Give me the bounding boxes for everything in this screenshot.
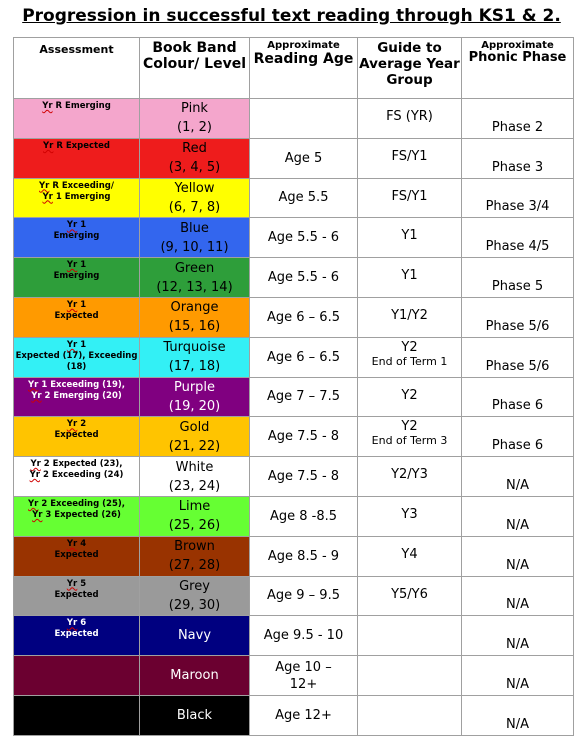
book-band-cell	[140, 377, 250, 417]
table-row	[14, 138, 574, 178]
year-group-cell	[358, 457, 462, 497]
band-colour: Red	[182, 141, 207, 157]
assessment-text: Expected	[54, 310, 99, 321]
assessment-text: Yr 2 Expected (23),	[30, 459, 123, 470]
header-year-group: Guide to Average Year Group	[358, 38, 462, 99]
band-levels: (9, 10, 11)	[160, 239, 229, 255]
assessment-text: Expected	[54, 430, 99, 441]
phonic-phase-cell: N/A	[462, 496, 574, 536]
book-band-cell	[140, 457, 250, 497]
phonic-phase-cell: Phase 4/5	[462, 218, 574, 258]
year-group-cell	[358, 258, 462, 298]
band-colour: Navy	[177, 628, 212, 644]
assessment-cell	[14, 178, 140, 218]
year-group-cell	[358, 616, 462, 656]
year-group-cell	[358, 337, 462, 377]
assessment-text: Expected	[54, 589, 99, 600]
assessment-text: Yr 4	[66, 538, 87, 549]
yr-prefix: Yr	[29, 470, 40, 481]
phonic-phase-cell: Phase 6	[462, 377, 574, 417]
book-band-cell	[140, 138, 250, 178]
year-group-cell	[358, 297, 462, 337]
band-colour: Pink	[181, 101, 208, 117]
band-levels: (3, 4, 5)	[168, 160, 221, 176]
yr-prefix: Yr	[32, 509, 43, 520]
year-group-note: End of Term 3	[371, 434, 448, 448]
assessment-text: Yr 1	[66, 220, 87, 231]
header-assessment: Assessment	[14, 38, 140, 99]
reading-age-cell: Age 9 – 9.5	[250, 576, 358, 616]
table-row	[14, 337, 574, 377]
assessment-text: Yr R Exceeding/	[39, 180, 114, 191]
table-row	[14, 377, 574, 417]
table-row	[14, 178, 574, 218]
band-colour: Yellow	[174, 180, 215, 196]
assessment-cell	[14, 99, 140, 139]
reading-age-cell: Age 7.5 - 8	[250, 457, 358, 497]
reading-age-cell: Age 10 – 12+	[250, 656, 358, 696]
table-row	[14, 218, 574, 258]
band-levels: (17, 18)	[168, 359, 221, 375]
book-band-cell	[140, 576, 250, 616]
band-levels: (12, 13, 14)	[156, 279, 233, 295]
band-levels: (6, 7, 8)	[168, 199, 221, 215]
assessment-text: Yr 6	[66, 618, 87, 629]
year-group-text: Y1/Y2	[391, 307, 428, 323]
yr-prefix: Yr	[66, 260, 78, 271]
year-group-note: End of Term 1	[371, 354, 448, 368]
assessment-text: Yr R Expected	[43, 140, 110, 151]
yr-prefix: Yr	[66, 618, 78, 629]
phonic-phase-cell: Phase 3/4	[462, 178, 574, 218]
band-colour: Grey	[179, 578, 210, 594]
assessment-text: Yr R Emerging	[42, 101, 111, 111]
yr-prefix: Yr	[66, 299, 78, 310]
assessment-cell	[14, 218, 140, 258]
band-colour: Lime	[178, 499, 211, 515]
band-colour: Gold	[179, 419, 210, 435]
year-group-cell	[358, 656, 462, 696]
assessment-text: Expected	[54, 629, 99, 640]
band-levels: (23, 24)	[168, 478, 221, 494]
assessment-text: Yr 1	[66, 339, 87, 350]
book-band-cell	[140, 695, 250, 735]
yr-prefix: Yr	[28, 498, 39, 509]
phonic-phase-cell: Phase 2	[462, 99, 574, 139]
header-phonic-phase: Approximate Phonic Phase	[462, 38, 574, 99]
reading-age-cell: Age 7.5 - 8	[250, 417, 358, 457]
book-band-cell	[140, 337, 250, 377]
book-band-cell	[140, 417, 250, 457]
assessment-cell	[14, 695, 140, 735]
book-band-cell	[140, 178, 250, 218]
table-row	[14, 576, 574, 616]
header-book-band: Book Band Colour/ Level	[140, 38, 250, 99]
band-levels: (1, 2)	[177, 120, 212, 136]
assessment-cell	[14, 297, 140, 337]
book-band-cell	[140, 536, 250, 576]
year-group-text: Y2	[401, 387, 418, 403]
year-group-text: Y2/Y3	[391, 467, 428, 483]
reading-age-cell: Age 5.5	[250, 178, 358, 218]
yr-prefix: Yr	[39, 180, 50, 191]
band-levels: (27, 28)	[168, 558, 221, 574]
phonic-phase-cell: N/A	[462, 536, 574, 576]
yr-prefix: Yr	[31, 390, 42, 401]
assessment-cell	[14, 576, 140, 616]
assessment-cell	[14, 457, 140, 497]
table-row	[14, 616, 574, 656]
phonic-phase-cell: Phase 3	[462, 138, 574, 178]
band-colour: Black	[176, 707, 213, 723]
assessment-cell	[14, 616, 140, 656]
phonic-phase-cell: Phase 6	[462, 417, 574, 457]
book-band-cell	[140, 99, 250, 139]
yr-prefix: Yr	[42, 101, 53, 111]
yr-prefix: Yr	[66, 419, 78, 430]
book-band-cell	[140, 218, 250, 258]
phonic-phase-cell: Phase 5/6	[462, 297, 574, 337]
phonic-phase-cell: Phase 5/6	[462, 337, 574, 377]
table-row	[14, 496, 574, 536]
year-group-text: FS (YR)	[386, 109, 433, 124]
assessment-text: Emerging	[53, 271, 100, 282]
yr-prefix: Yr	[66, 339, 78, 350]
assessment-text: Expected (17), Exceeding (18)	[15, 350, 138, 372]
band-colour: Brown	[174, 539, 215, 555]
reading-age-cell: Age 9.5 - 10	[250, 616, 358, 656]
assessment-text: Yr 2 Exceeding (24)	[29, 470, 124, 481]
assessment-text: Yr 1	[66, 299, 87, 310]
year-group-cell	[358, 496, 462, 536]
band-colour: Turquoise	[163, 340, 226, 356]
year-group-cell	[358, 218, 462, 258]
reading-age-cell: Age 5.5 - 6	[250, 258, 358, 298]
book-band-cell	[140, 656, 250, 696]
phonic-phase-cell: N/A	[462, 457, 574, 497]
phonic-phase-cell: N/A	[462, 576, 574, 616]
phonic-phase-cell: N/A	[462, 656, 574, 696]
assessment-cell	[14, 417, 140, 457]
assessment-cell	[14, 138, 140, 178]
year-group-cell	[358, 178, 462, 218]
band-colour: Maroon	[170, 668, 219, 684]
reading-age-cell: Age 8.5 - 9	[250, 536, 358, 576]
assessment-cell	[14, 656, 140, 696]
reading-progression-table	[13, 37, 574, 736]
reading-age-cell: Age 12+	[250, 695, 358, 735]
yr-prefix: Yr	[66, 538, 78, 549]
band-colour: Purple	[173, 379, 216, 395]
table-row	[14, 457, 574, 497]
band-levels: (21, 22)	[168, 438, 221, 454]
table-row	[14, 695, 574, 735]
reading-age-cell: Age 8 -8.5	[250, 496, 358, 536]
assessment-cell	[14, 536, 140, 576]
band-colour: Orange	[170, 300, 219, 316]
year-group-text: Y1	[401, 268, 418, 284]
band-colour: Blue	[180, 220, 209, 236]
assessment-text: Yr 5	[66, 578, 87, 589]
year-group-cell	[358, 377, 462, 417]
band-colour: White	[175, 459, 214, 475]
year-group-cell	[358, 417, 462, 457]
assessment-text: Yr 2	[66, 419, 87, 430]
reading-age-cell: Age 6 – 6.5	[250, 297, 358, 337]
assessment-cell	[14, 337, 140, 377]
year-group-text: FS/Y1	[391, 188, 428, 204]
assessment-text: Expected	[54, 549, 99, 560]
reading-age-cell	[250, 99, 358, 139]
phonic-phase-cell: Phase 5	[462, 258, 574, 298]
year-group-text: Y1	[401, 228, 418, 244]
page-title: Progression in successful text reading through KS1 & 2.	[22, 6, 561, 26]
header-row	[14, 38, 574, 99]
year-group-text: FS/Y1	[391, 148, 428, 164]
band-levels: (19, 20)	[168, 398, 221, 414]
year-group-cell	[358, 138, 462, 178]
reading-age-cell: Age 5.5 - 6	[250, 218, 358, 258]
table-row	[14, 656, 574, 696]
phonic-phase-cell: N/A	[462, 616, 574, 656]
year-group-text: Y4	[401, 546, 418, 562]
yr-prefix: Yr	[66, 578, 78, 589]
assessment-text: Yr 1 Emerging	[42, 191, 111, 202]
band-levels: (25, 26)	[168, 518, 221, 534]
yr-prefix: Yr	[30, 459, 41, 470]
assessment-text: Yr 2 Emerging (20)	[31, 390, 122, 401]
table-row	[14, 417, 574, 457]
band-levels: (29, 30)	[168, 597, 221, 613]
assessment-cell	[14, 496, 140, 536]
year-group-text: Y3	[401, 506, 418, 522]
yr-prefix: Yr	[66, 220, 78, 231]
year-group-text: Y2	[401, 339, 418, 355]
book-band-cell	[140, 616, 250, 656]
phonic-phase-cell: N/A	[462, 695, 574, 735]
reading-age-cell: Age 7 – 7.5	[250, 377, 358, 417]
yr-prefix: Yr	[28, 379, 39, 390]
year-group-text: Y5/Y6	[391, 586, 428, 602]
book-band-cell	[140, 496, 250, 536]
book-band-cell	[140, 297, 250, 337]
reading-age-cell: Age 5	[250, 138, 358, 178]
assessment-text: Yr 1	[66, 260, 87, 271]
year-group-text: Y2	[401, 419, 418, 435]
assessment-text: Yr 2 Exceeding (25),	[28, 498, 125, 509]
band-levels: (15, 16)	[168, 319, 221, 335]
book-band-cell	[140, 258, 250, 298]
year-group-cell	[358, 536, 462, 576]
table-row	[14, 99, 574, 139]
assessment-text: Emerging	[53, 231, 100, 242]
year-group-cell	[358, 576, 462, 616]
table-row	[14, 297, 574, 337]
table-row	[14, 258, 574, 298]
assessment-cell	[14, 377, 140, 417]
year-group-cell	[358, 99, 462, 139]
yr-prefix: Yr	[43, 140, 54, 151]
yr-prefix: Yr	[42, 191, 53, 202]
band-colour: Green	[174, 260, 215, 276]
reading-age-cell: Age 6 – 6.5	[250, 337, 358, 377]
assessment-cell	[14, 258, 140, 298]
year-group-cell	[358, 695, 462, 735]
assessment-text: Yr 3 Expected (26)	[32, 509, 121, 520]
table-row	[14, 536, 574, 576]
header-reading-age: Approximate Reading Age	[250, 38, 358, 99]
assessment-text: Yr 1 Exceeding (19),	[28, 379, 125, 390]
